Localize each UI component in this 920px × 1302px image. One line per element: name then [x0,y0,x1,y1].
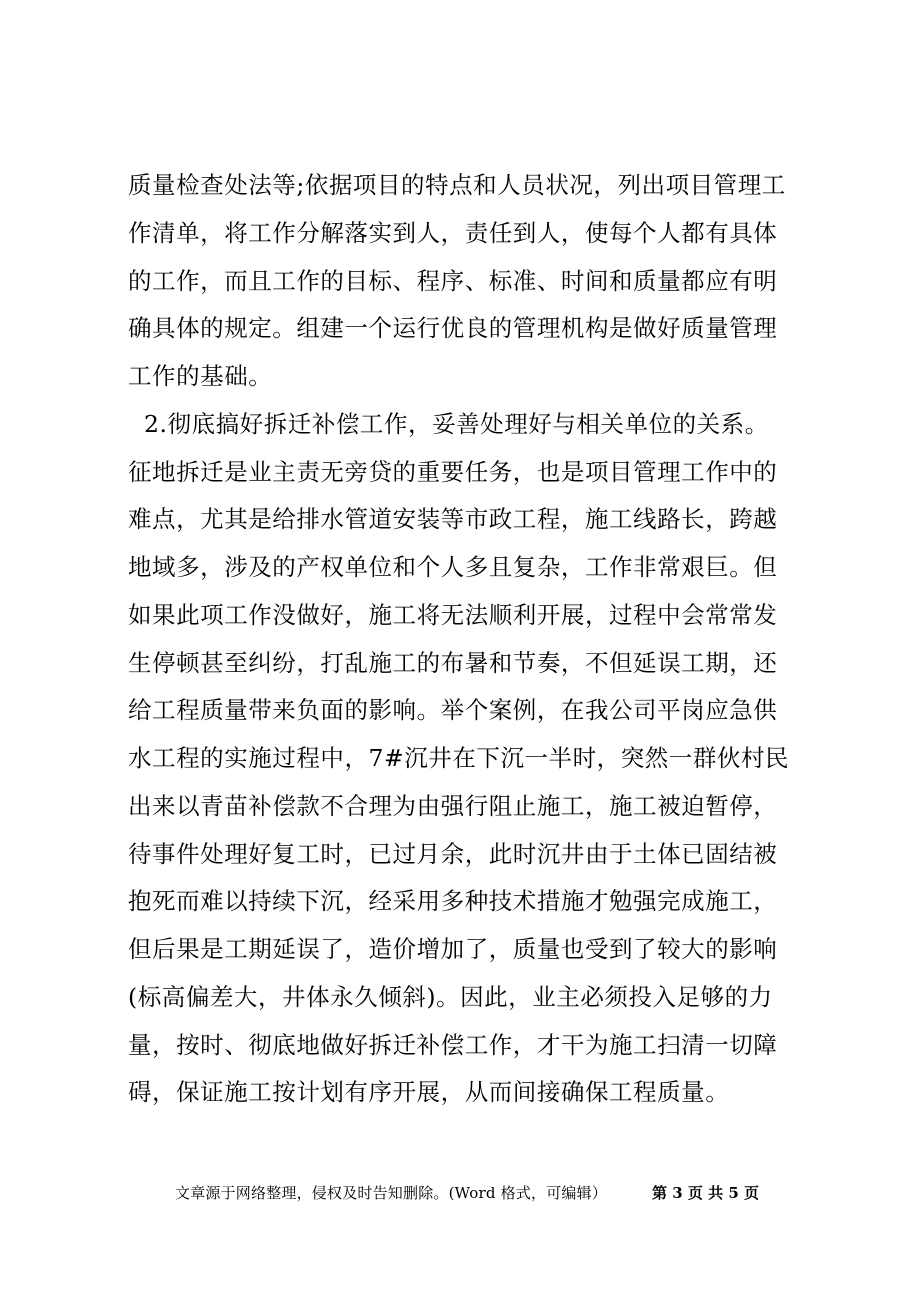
text-line: 待事件处理好复工时，已过月余，此时沉井由于土体已固结被 [128,839,778,868]
text-line: 地域多，涉及的产权单位和个人多且复杂，工作非常艰巨。但 [128,553,778,581]
text-line: 的工作，而且工作的目标、程序、标准、时间和质量都应有明 [128,266,778,295]
text-line: 质量检查处法等;依据项目的特点和人员状况，列出项目管理工 [128,171,786,199]
text-line: 水工程的实施过程中，7#沉井在下沉一半时，突然一群伙村民 [128,744,790,772]
text-line: 如果此项工作没做好，施工将无法顺利开展，过程中会常常发 [128,600,778,629]
paragraph-continued [128,162,808,401]
text-line: 难点，尤其是给排水管道安装等市政工程，施工线路长，跨越 [128,505,778,534]
text-line: 征地拆迁是业主责无旁贷的重要任务，也是项目管理工作中的 [128,457,778,486]
text-line: 但后果是工期延误了，造价增加了，质量也受到了较大的影响 [128,935,778,963]
text-line: 抱死而难以持续下沉，经采用多种技术措施才勉强完成施工， [128,887,778,916]
text-line: 碍，保证施工按计划有序开展，从而间接确保工程质量。 [128,1078,730,1107]
text-line: 确具体的规定。组建一个运行优良的管理机构是做好质量管理 [128,314,778,343]
text-line: 作清单，将工作分解落实到人，责任到人，使每个人都有具体 [128,218,778,247]
text-line: 生停顿甚至纠纷，打乱施工的布暑和节奏，不但延误工期，还 [128,648,778,677]
text-line: 给工程质量带来负面的影响。举个案例，在我公司平岗应急供 [128,696,778,725]
document-body [128,162,808,1117]
page-indicator: 第 3 页 共 5 页 [652,1184,759,1202]
text-line: 工作的基础。 [128,362,273,390]
text-line: (标高偏差大，井体永久倾斜)。因此，业主必须投入足够的力 [128,982,773,1011]
footer-notice: 文章源于网络整理，侵权及时告知删除。(Word 格式，可编辑） [175,1184,608,1202]
text-line: 量，按时、彻底地做好拆迁补偿工作，才干为施工扫清一切障 [128,1030,778,1059]
paragraph-2 [128,401,808,1117]
paragraph-heading-line: 2.彻底搞好拆迁补偿工作，妥善处理好与相关单位的关系。 [144,409,769,438]
text-line: 出来以青苗补偿款不合理为由强行阻止施工，施工被迫暂停， [128,791,778,820]
